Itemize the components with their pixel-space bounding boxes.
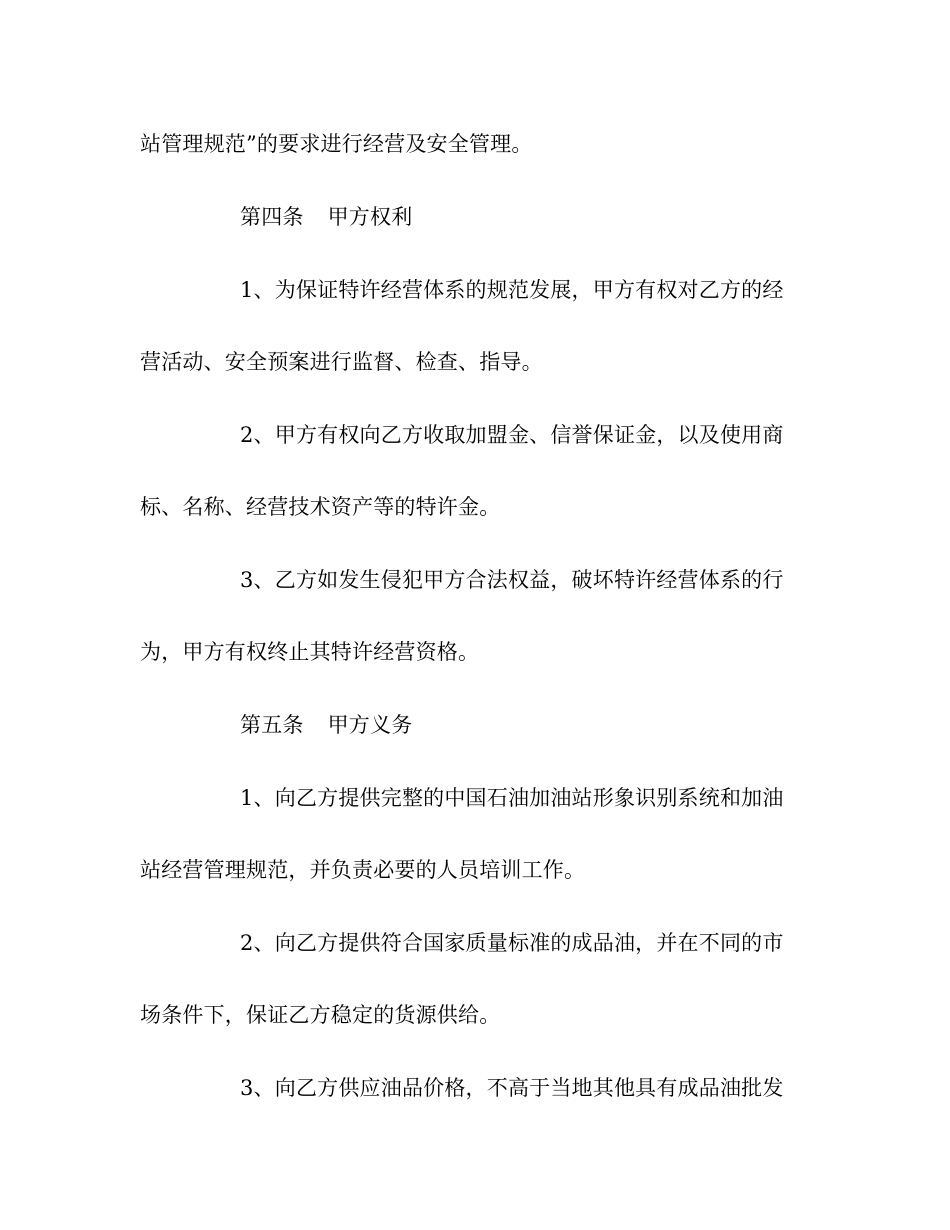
article-number: 第五条: [240, 713, 304, 737]
text-line: 3、乙方如发生侵犯甲方合法权益，破坏特许经营体系的行: [240, 568, 784, 592]
text-line: 站经营管理规范，并负责必要的人员培训工作。: [140, 858, 586, 882]
text-line: 2、甲方有权向乙方收取加盟金、信誉保证金，以及使用商: [240, 423, 784, 447]
text-line: 3、向乙方供应油品价格，不高于当地其他具有成品油批发: [240, 1076, 784, 1100]
text-line: 2、向乙方提供符合国家质量标准的成品油，并在不同的市: [240, 931, 784, 955]
article-number: 第四条: [240, 205, 304, 229]
text-line: 营活动、安全预案进行监督、检查、指导。: [140, 350, 543, 374]
article-title: 甲方权利: [327, 205, 413, 229]
article-title: 甲方义务: [327, 713, 413, 737]
article-heading-4: [240, 205, 920, 229]
text-line: 场条件下，保证乙方稳定的货源供给。: [140, 1003, 501, 1027]
text-line: 1、为保证特许经营体系的规范发展，甲方有权对乙方的经: [240, 278, 784, 302]
text-line: 为，甲方有权终止其特许经营资格。: [140, 640, 480, 664]
text-line: 站管理规范”的要求进行经营及安全管理。: [140, 132, 533, 156]
text-line: 1、向乙方提供完整的中国石油加油站形象识别系统和加油: [240, 786, 784, 810]
article-heading-5: [240, 713, 920, 737]
text-line: 标、名称、经营技术资产等的特许金。: [140, 495, 501, 519]
